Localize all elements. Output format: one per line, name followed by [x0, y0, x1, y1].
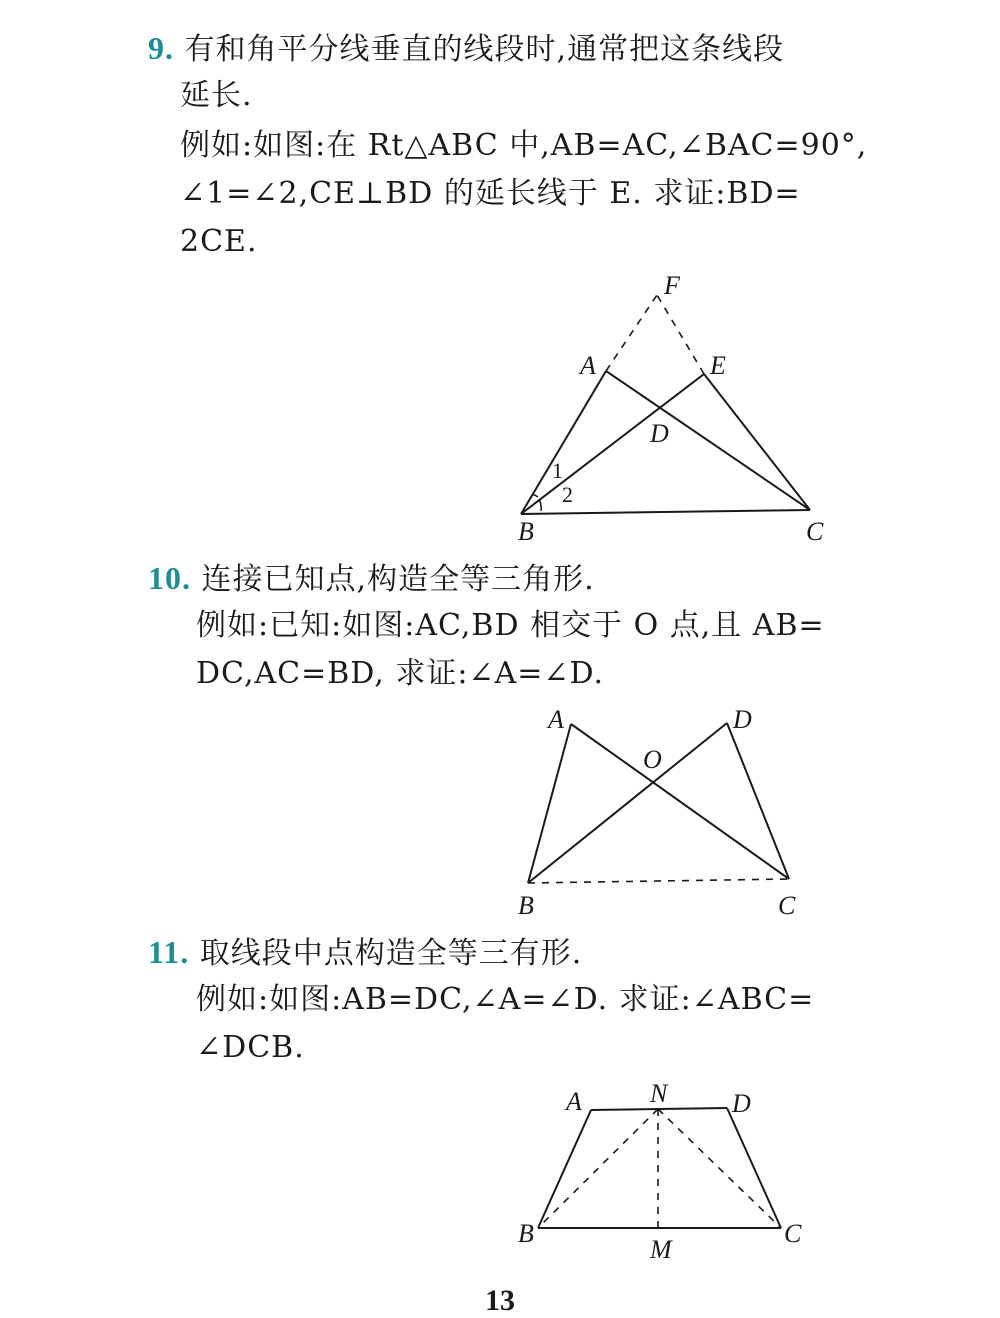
- label-A: A: [580, 351, 596, 380]
- tip-11-title: 取线段中点构造全等三有形.: [199, 936, 583, 971]
- label-B: B: [518, 891, 534, 920]
- segment-AB: [538, 1110, 591, 1228]
- label-C: C: [784, 1219, 802, 1248]
- label-O: O: [643, 745, 662, 774]
- label-C: C: [806, 517, 824, 546]
- tip-11-example-line-1: 例如:如图:AB=DC,∠A=∠D. 求证:∠ABC=: [196, 982, 815, 1017]
- label-E: E: [710, 351, 726, 380]
- tip-9-title-cont: 延长.: [180, 78, 253, 113]
- tip-9-number: 9.: [148, 30, 174, 66]
- tip-9-example-line-2: ∠1=∠2,CE⊥BD 的延长线于 E. 求证:BD=: [180, 176, 801, 211]
- tip-11-number: 11.: [148, 934, 190, 970]
- segment-DC: [727, 1108, 781, 1228]
- tip-10-example-line-2: DC,AC=BD, 求证:∠A=∠D.: [196, 656, 605, 691]
- dashed-NB: [538, 1109, 658, 1228]
- label-D: D: [733, 705, 752, 734]
- label-N: N: [650, 1079, 668, 1108]
- label-C: C: [778, 891, 796, 920]
- page-number: 13: [485, 1284, 515, 1317]
- label-angle-2: 2: [562, 482, 573, 507]
- label-angle-1: 1: [552, 458, 563, 483]
- tip-9-title: 有和角平分线垂直的线段时,通常把这条线段: [184, 32, 785, 67]
- tip-9-example-line-3: 2CE.: [180, 224, 258, 259]
- tip-9-example-line-1: 例如:如图:在 Rt△ABC 中,AB=AC,∠BAC=90°,: [180, 128, 868, 163]
- tip-10-example-line-1: 例如:已知:如图:AC,BD 相交于 O 点,且 AB=: [196, 608, 825, 643]
- label-A: A: [566, 1087, 582, 1116]
- label-B: B: [518, 1219, 534, 1248]
- tip-11-example-line-2: ∠DCB.: [196, 1030, 305, 1065]
- label-M: M: [650, 1235, 672, 1264]
- label-B: B: [518, 517, 534, 546]
- label-D: D: [732, 1089, 751, 1118]
- tip-10-number: 10.: [148, 560, 191, 596]
- label-D: D: [650, 419, 669, 448]
- label-F: F: [664, 271, 680, 300]
- tip-10-title: 连接已知点,构造全等三角形.: [201, 562, 595, 597]
- label-A: A: [548, 705, 564, 734]
- dashed-NC: [658, 1109, 781, 1228]
